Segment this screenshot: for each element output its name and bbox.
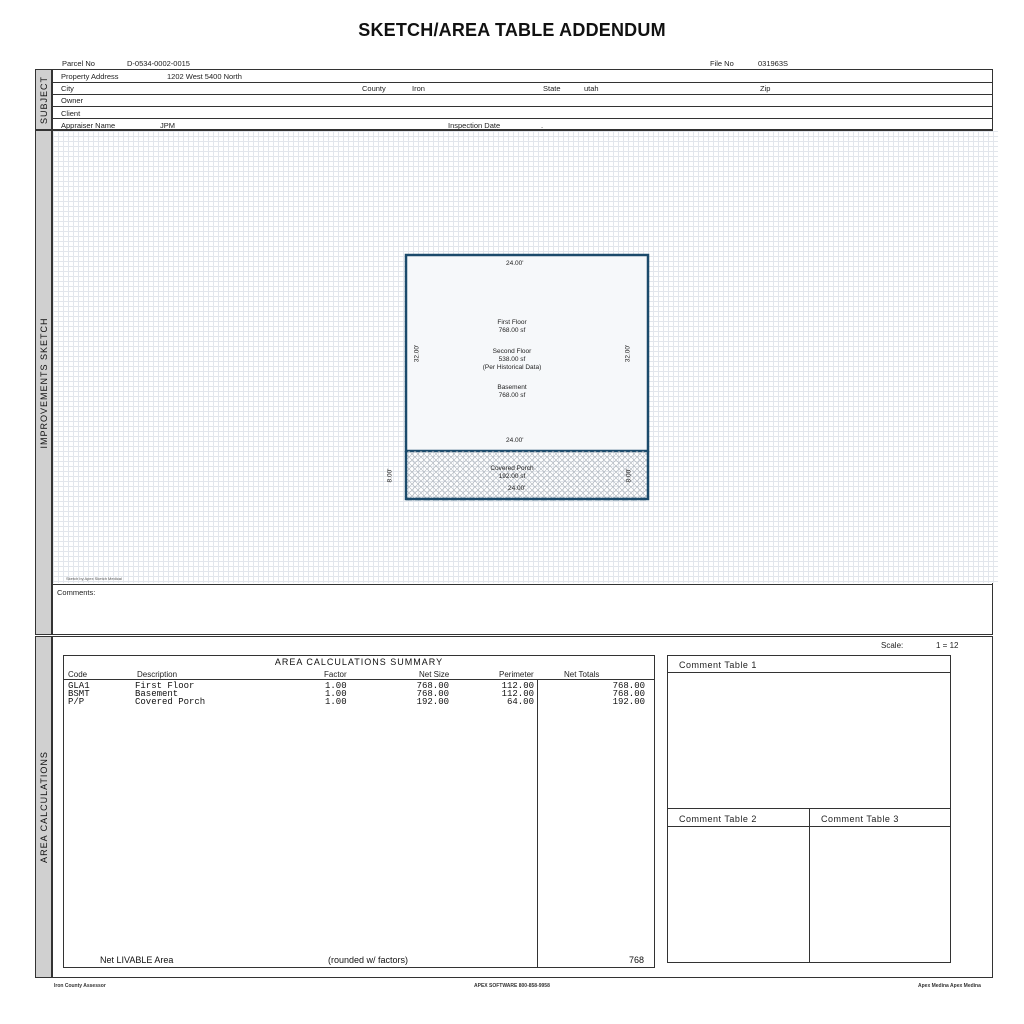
county-label: County (362, 84, 386, 93)
net-livable-total: 768 (628, 955, 644, 965)
dim-main-left: 32.00' (413, 344, 421, 363)
address-value: 1202 West 5400 North (167, 72, 242, 81)
covered-porch-name: Covered Porch (490, 465, 534, 472)
parcel-label: Parcel No (62, 59, 95, 68)
city-label: City (61, 84, 74, 93)
state-label: State (543, 84, 561, 93)
row-code: BSMT (68, 689, 90, 699)
row-code: P/P (68, 697, 85, 707)
comment-table-2-title: Comment Table 2 (679, 814, 757, 824)
inspection-date-label: Inspection Date (448, 121, 501, 130)
net-livable-label: Net LIVABLE Area (100, 955, 174, 965)
dim-porch-right: 8.00' (625, 468, 633, 483)
divider (52, 82, 993, 83)
dim-porch-bottom: 24.00' (508, 485, 526, 492)
basement-sf: 768.00 sf (498, 392, 526, 399)
file-value: 031963S (758, 59, 789, 68)
row-factor: 1.00 (325, 697, 347, 707)
file-label: File No (710, 59, 734, 68)
table-row (63, 698, 655, 706)
county-value: Iron (412, 84, 425, 93)
appraiser-label: Appraiser Name (61, 121, 116, 130)
divider (52, 584, 993, 585)
scale-value: 1 = 12 (936, 641, 959, 650)
row-description: First Floor (135, 681, 195, 691)
footer-left: Iron County Assessor (54, 983, 106, 989)
row-factor: 1.00 (325, 681, 347, 691)
col-header-factor: Factor (324, 670, 347, 679)
row-net-size: 768.00 (416, 681, 449, 691)
divider (667, 826, 951, 827)
row-net-size: 768.00 (416, 689, 449, 699)
row-description: Basement (135, 689, 179, 699)
second-floor-note: (Per Historical Data) (482, 364, 542, 371)
row-net-total: 768.00 (612, 681, 645, 691)
sketch-section-label: IMPROVEMENTS SKETCH (38, 316, 49, 449)
row-description: Covered Porch (135, 697, 206, 707)
row-code: GLA1 (68, 681, 90, 691)
covered-porch-label (470, 465, 554, 481)
second-floor-sf: 538.00 sf (498, 356, 526, 363)
state-value: utah (584, 84, 599, 93)
row-perimeter: 64.00 (506, 697, 534, 707)
inspection-date-value: . (541, 121, 544, 130)
dim-porch-left: 8.00' (386, 468, 394, 483)
area-section-tab (35, 636, 52, 978)
comments-label: Comments: (57, 588, 96, 597)
first-floor-label (470, 319, 554, 335)
appraiser-value: JPM (160, 121, 175, 130)
first-floor-sf: 768.00 sf (498, 327, 526, 334)
col-header-net-totals: Net Totals (564, 670, 600, 679)
divider (52, 118, 993, 119)
divider (667, 672, 951, 673)
area-section-label: AREA CALCULATIONS (38, 751, 49, 863)
area-summary-title: AREA CALCULATIONS SUMMARY (274, 657, 444, 667)
footer-center: APEX SOFTWARE 800-858-9958 (474, 983, 550, 989)
covered-porch-sf: 192.00 sf (498, 473, 526, 480)
col-header-net-size: Net Size (419, 670, 450, 679)
zip-label: Zip (760, 84, 771, 93)
row-perimeter: 112.00 (501, 689, 534, 699)
first-floor-name: First Floor (497, 319, 527, 326)
comment-table-1-title: Comment Table 1 (679, 660, 757, 670)
dim-main-right: 32.00' (624, 344, 632, 363)
divider (537, 679, 538, 968)
col-header-code: Code (68, 670, 88, 679)
second-floor-label (460, 348, 564, 372)
row-factor: 1.00 (325, 689, 347, 699)
row-perimeter: 112.00 (501, 681, 534, 691)
divider (63, 679, 655, 680)
comment-table-3-title: Comment Table 3 (821, 814, 899, 824)
address-label: Property Address (61, 72, 119, 81)
page-title: SKETCH/AREA TABLE ADDENDUM (358, 20, 666, 40)
dim-main-bottom: 24.00' (506, 437, 524, 444)
row-net-size: 192.00 (416, 697, 449, 707)
col-header-perimeter: Perimeter (499, 670, 534, 679)
dim-main-top: 24.00' (506, 260, 524, 267)
row-net-total: 192.00 (612, 697, 645, 707)
subject-section-tab (35, 69, 52, 130)
divider (809, 808, 810, 963)
grid-stamp: Sketch by Apex Sketch Medical (66, 576, 122, 581)
second-floor-name: Second Floor (492, 348, 532, 355)
subject-section-label: SUBJECT (38, 75, 49, 124)
divider (52, 106, 993, 107)
basement-name: Basement (497, 384, 527, 391)
net-livable-note: (rounded w/ factors) (328, 955, 409, 965)
row-net-total: 768.00 (612, 689, 645, 699)
scale-label: Scale: (881, 641, 904, 650)
owner-label: Owner (61, 96, 84, 105)
col-header-description: Description (137, 670, 178, 679)
divider (52, 94, 993, 95)
sketch-section-tab (35, 130, 52, 635)
footer-right: Apex Medina Apex Medina (918, 983, 981, 989)
client-label: Client (61, 109, 81, 118)
parcel-value: D-0534-0002-0015 (127, 59, 190, 68)
basement-label (470, 384, 554, 400)
